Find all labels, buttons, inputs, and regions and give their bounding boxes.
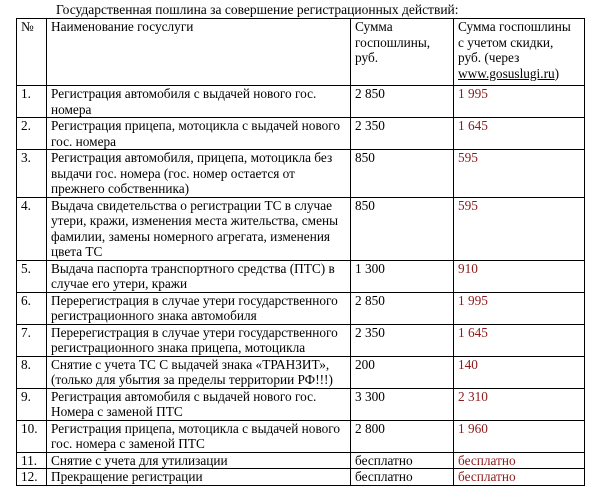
row-service: Регистрация автомобиля с выдачей нового гос. номера [47, 86, 351, 118]
row-service: Регистрация прицепа, мотоцикла с выдачей нового гос. номера с заменой ПТС [47, 420, 351, 452]
row-number: 3. [17, 150, 47, 198]
row-service: Снятие с учета ТС С выдачей знака «ТРАНЗИТ», (только для убытия за пределы территории РФ!!!) [47, 356, 351, 388]
header-discount [454, 19, 585, 86]
row-service: Регистрация прицепа, мотоцикла с выдачей нового гос. номера [47, 118, 351, 150]
table-row [17, 452, 585, 469]
row-fee: 1 300 [351, 260, 454, 292]
row-number: 11. [17, 452, 47, 469]
row-number: 5. [17, 260, 47, 292]
row-discount-fee: 140 [454, 356, 585, 388]
row-number: 4. [17, 197, 47, 260]
row-service: Снятие с учета для утилизации [47, 452, 351, 469]
row-discount-fee: 1 645 [454, 324, 585, 356]
row-service: Регистрация автомобиля с выдачей нового гос. Номера с заменой ПТС [47, 388, 351, 420]
row-discount-fee: 595 [454, 197, 585, 260]
row-discount-fee: бесплатно [454, 469, 585, 486]
row-number: 8. [17, 356, 47, 388]
header-discount-text: Сумма госпошлины с учетом скидки, руб. (через [458, 19, 571, 65]
fee-table [16, 18, 585, 486]
row-fee: 2 850 [351, 86, 454, 118]
table-row [17, 150, 585, 198]
row-discount-fee: 910 [454, 260, 585, 292]
row-number: 12. [17, 469, 47, 486]
row-discount-fee: 1 995 [454, 292, 585, 324]
header-service: Наименование госуслуги [47, 19, 351, 86]
row-discount-fee: 1 960 [454, 420, 585, 452]
row-number: 9. [17, 388, 47, 420]
row-fee: 2 800 [351, 420, 454, 452]
row-discount-fee: 1 645 [454, 118, 585, 150]
table-row [17, 260, 585, 292]
row-fee: бесплатно [351, 469, 454, 486]
row-fee: 200 [351, 356, 454, 388]
row-number: 1. [17, 86, 47, 118]
row-service: Прекращение регистрации [47, 469, 351, 486]
row-number: 7. [17, 324, 47, 356]
header-fee: Сумма госпошлины, руб. [351, 19, 454, 86]
row-service: Перерегистрация в случае утери государственного регистрационного знака прицепа, мотоцикла [47, 324, 351, 356]
header-discount-end: ) [554, 65, 560, 81]
gosuslugi-link[interactable]: www.gosuslugi.ru [458, 65, 555, 81]
row-fee: 2 350 [351, 324, 454, 356]
document-title: Государственная пошлина за совершение регистрационных действий: [56, 2, 459, 17]
row-number: 6. [17, 292, 47, 324]
row-discount-fee: 1 995 [454, 86, 585, 118]
row-discount-fee: бесплатно [454, 452, 585, 469]
table-row [17, 388, 585, 420]
table-row [17, 197, 585, 260]
row-number: 10. [17, 420, 47, 452]
table-row [17, 86, 585, 118]
row-service: Выдача свидетельства о регистрации ТС в случае утери, кражи, изменения места жительства, смены фамилии, замены номерного агрегата, изменения цвета ТС [47, 197, 351, 260]
row-discount-fee: 2 310 [454, 388, 585, 420]
row-service: Выдача паспорта транспортного средства (ПТС) в случае его утери, кражи [47, 260, 351, 292]
table-row [17, 292, 585, 324]
row-service: Перерегистрация в случае утери государственного регистрационного знака автомобиля [47, 292, 351, 324]
table-row [17, 356, 585, 388]
row-number: 2. [17, 118, 47, 150]
row-fee: 850 [351, 197, 454, 260]
table-row [17, 118, 585, 150]
row-fee: бесплатно [351, 452, 454, 469]
row-fee: 850 [351, 150, 454, 198]
row-discount-fee: 595 [454, 150, 585, 198]
row-fee: 2 850 [351, 292, 454, 324]
table-row [17, 324, 585, 356]
table-header-row [17, 19, 585, 86]
row-service: Регистрация автомобиля, прицепа, мотоцикла без выдачи гос. номера (гос. номер остается от прежнего собственника) [47, 150, 351, 198]
row-fee: 2 350 [351, 118, 454, 150]
header-number: № [17, 19, 47, 86]
table-row [17, 420, 585, 452]
row-fee: 3 300 [351, 388, 454, 420]
